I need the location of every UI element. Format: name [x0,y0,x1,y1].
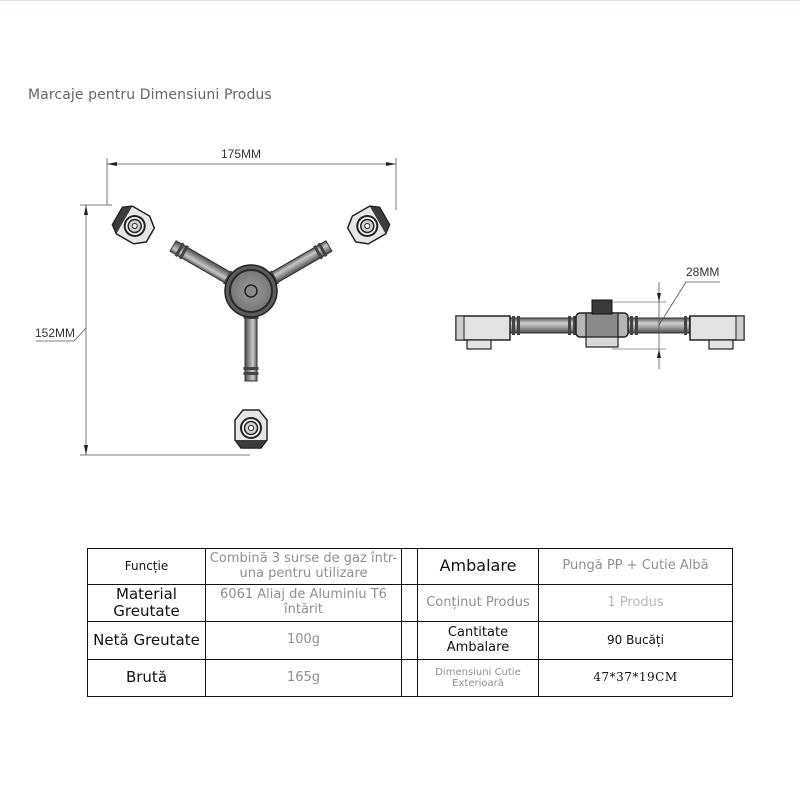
table-row [88,585,733,622]
value-product-content: 1 Produs [539,585,733,622]
label-function: Funcție [88,549,206,585]
value-packaging: Pungă PP + Cutie Albă [539,549,733,585]
height-dimension-label: 152MM [35,326,76,340]
value-net-weight: 100g [206,622,402,660]
thickness-dimension-label: 28MM [686,265,720,279]
label-material: Material Greutate [88,585,206,622]
spacer-cell [402,549,418,585]
label-gross-weight: Brută [88,660,206,697]
spacer-cell [402,660,418,697]
width-dimension-label: 175MM [220,147,262,161]
value-material: 6061 Aliaj de Aluminiu T6 întărit [206,585,402,622]
label-packing-quantity: Cantitate Ambalare [418,622,539,660]
side-view-drawing [456,265,744,369]
label-outer-box-dimensions: Dimensiuni Cutie Exterioară [418,660,539,697]
value-gross-weight: 165g [206,660,402,697]
label-product-content: Conținut Produs [418,585,539,622]
value-function: Combină 3 surse de gaz într-una pentru utilizare [206,549,402,585]
value-outer-box-dimensions: 47*37*19CM [539,660,733,697]
table-row [88,549,733,585]
spacer-cell [402,622,418,660]
label-net-weight: Netă Greutate [88,622,206,660]
spacer-cell [402,585,418,622]
specs-table [87,548,733,697]
value-packing-quantity: 90 Bucăți [539,622,733,660]
table-row [88,660,733,697]
top-view-drawing [35,144,396,455]
section-title: Marcaje pentru Dimensiuni Produs [28,87,272,103]
label-packaging: Ambalare [418,549,539,585]
table-row [88,622,733,660]
